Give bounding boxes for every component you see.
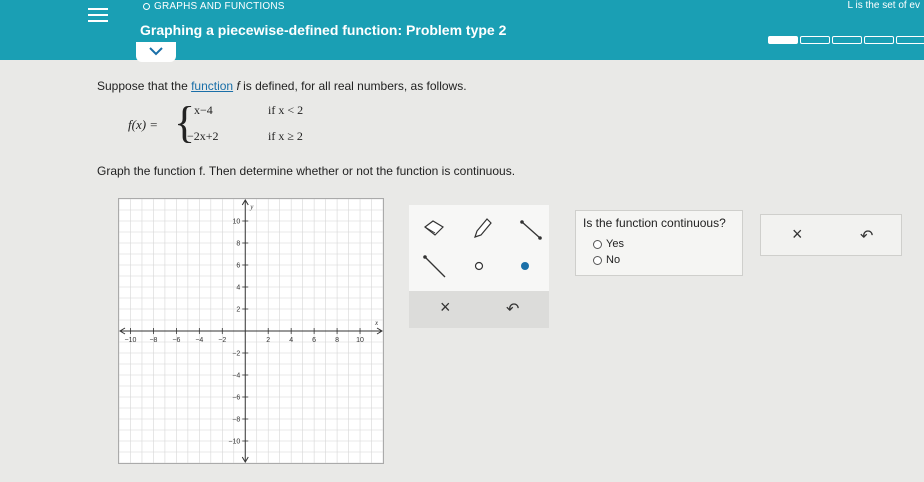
y-tick-label: 2 [236,306,241,314]
option-yes-label: Yes [606,238,624,250]
progress-segment [832,36,862,44]
x-tick-label: 10 [356,337,364,344]
top-right-text: L is the set of ev [847,0,920,11]
y-tick-label: −6 [232,394,241,402]
ray-tool-icon[interactable] [423,255,447,279]
y-tick-label: 6 [236,262,241,270]
continuity-question [575,210,743,276]
x-tick-label: 8 [335,337,340,344]
intro-text-end: is defined, for all real numbers, as follows. [239,79,467,93]
x-tick-label: −2 [218,337,227,344]
y-tick-label: 8 [236,240,241,248]
x-tick-label: −8 [149,337,158,344]
x-axis-label: x [375,319,379,327]
option-yes[interactable] [593,238,624,250]
y-tick-label: 10 [232,218,241,226]
toolbox-actions [409,291,549,328]
clear-graph-button[interactable]: × [440,297,451,317]
radio-yes[interactable] [593,240,602,249]
undo-graph-button[interactable]: ↶ [506,301,520,318]
progress-segment [896,36,924,44]
option-no[interactable] [593,254,620,266]
progress-segment [768,36,798,44]
intro-text: Suppose that the [97,79,192,93]
y-tick-label: −4 [232,372,241,380]
x-tick-label: 6 [312,337,317,344]
case-row [187,129,303,144]
eraser-icon[interactable] [423,219,445,239]
status-circle-icon [143,3,150,10]
x-tick-label: −10 [124,337,137,344]
intro-f: f [233,79,240,93]
segment-tool-icon[interactable] [519,219,545,241]
x-tick-label: −4 [195,337,204,344]
coordinate-grid[interactable] [119,199,383,463]
x-tick-label: 2 [266,337,271,344]
progress-segment [800,36,830,44]
section-label [143,1,285,12]
radio-no[interactable] [593,256,602,265]
instruction: Graph the function f. Then determine whether or not the function is continuous. [97,164,516,178]
y-tick-label: 4 [236,284,241,292]
collapse-button[interactable] [136,42,176,62]
progress-segment [864,36,894,44]
case-condition: if x < 2 [268,103,304,117]
page-title: Graphing a piecewise-defined function: Problem type 2 [140,22,507,38]
case-condition: if x ≥ 2 [268,129,303,143]
case-expr: −2x+2 [187,129,219,143]
x-tick-label: −6 [172,337,181,344]
y-tick-label: −8 [232,416,241,424]
graph-toolbox [409,205,549,328]
y-axis-label: y [250,203,254,211]
clear-answer-button[interactable]: × [792,224,803,244]
section-label-text: GRAPHS AND FUNCTIONS [154,1,285,12]
question-actions [760,214,902,256]
pencil-icon[interactable] [471,217,493,241]
case-row [194,103,304,118]
y-tick-label: −10 [228,438,241,446]
x-tick-label: 4 [289,337,294,344]
undo-answer-button[interactable]: ↶ [860,228,874,245]
open-point-icon[interactable] [473,260,485,272]
case-expr: x−4 [194,103,213,117]
function-lhs: f(x) = [128,117,159,132]
y-tick-label: −2 [232,350,241,358]
option-no-label: No [606,254,621,266]
function-link[interactable]: function [191,79,234,93]
progress-bar [768,36,924,44]
problem-intro [97,79,467,93]
question-text: Is the function continuous? [583,216,726,230]
closed-point-icon[interactable] [519,260,531,272]
graph-panel[interactable] [118,198,384,464]
chevron-down-icon [149,46,163,56]
brace: { [174,98,196,147]
menu-icon[interactable] [88,4,108,26]
